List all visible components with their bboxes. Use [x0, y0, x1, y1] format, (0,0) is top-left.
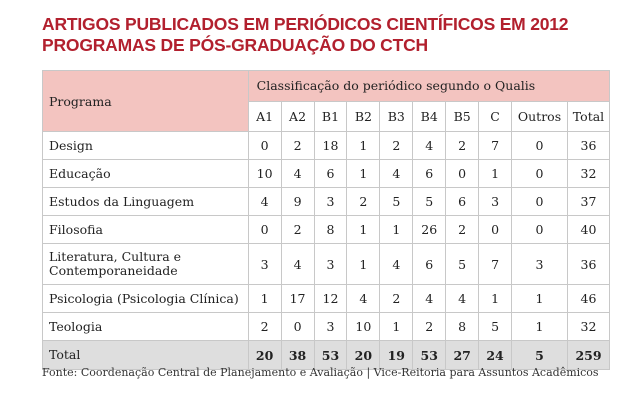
- table-cell: 4: [347, 285, 380, 313]
- total-cell: 19: [380, 341, 413, 370]
- table-row: [43, 160, 610, 188]
- table-cell: 0: [281, 313, 314, 341]
- table-cell: 12: [314, 285, 347, 313]
- table-cell: 36: [567, 244, 609, 285]
- total-cell: 38: [281, 341, 314, 370]
- total-cell: 5: [512, 341, 568, 370]
- total-label: Total: [43, 341, 249, 370]
- table-cell: 2: [248, 313, 281, 341]
- table-row: [43, 285, 610, 313]
- table-cell: 0: [512, 216, 568, 244]
- table-cell: 0: [512, 160, 568, 188]
- table-cell: 0: [446, 160, 479, 188]
- table-cell: 5: [413, 188, 446, 216]
- total-cell: 24: [479, 341, 512, 370]
- table-cell: 1: [380, 313, 413, 341]
- table-cell: 1: [347, 244, 380, 285]
- table-cell: 32: [567, 313, 609, 341]
- table-cell: 10: [347, 313, 380, 341]
- title-line-2: PROGRAMAS DE PÓS-GRADUAÇÃO DO CTCH: [42, 35, 428, 55]
- table-cell: 5: [380, 188, 413, 216]
- table-cell: 2: [380, 132, 413, 160]
- table-row: [43, 216, 610, 244]
- total-cell: 27: [446, 341, 479, 370]
- table-cell: 4: [380, 244, 413, 285]
- report-title: [42, 14, 568, 56]
- table-row: [43, 188, 610, 216]
- table-cell: 3: [314, 313, 347, 341]
- table-cell: 2: [347, 188, 380, 216]
- table-cell: 3: [314, 244, 347, 285]
- table-cell: 8: [446, 313, 479, 341]
- table-cell: 0: [512, 132, 568, 160]
- table-cell: 3: [248, 244, 281, 285]
- table-cell: 5: [446, 244, 479, 285]
- table-cell: 6: [413, 244, 446, 285]
- program-name: Filosofia: [43, 216, 249, 244]
- table-cell: 40: [567, 216, 609, 244]
- table-cell: 9: [281, 188, 314, 216]
- table-cell: 0: [248, 216, 281, 244]
- column-header: B3: [380, 101, 413, 132]
- table-cell: 36: [567, 132, 609, 160]
- table-cell: 6: [413, 160, 446, 188]
- table-cell: 2: [446, 132, 479, 160]
- column-header: Total: [567, 101, 609, 132]
- table-cell: 0: [512, 188, 568, 216]
- table-cell: 2: [281, 216, 314, 244]
- column-header: B1: [314, 101, 347, 132]
- table-cell: 6: [314, 160, 347, 188]
- table-cell: 4: [248, 188, 281, 216]
- table-cell: 4: [413, 285, 446, 313]
- table-cell: 6: [446, 188, 479, 216]
- total-cell: 20: [347, 341, 380, 370]
- table-cell: 7: [479, 132, 512, 160]
- table-cell: 4: [281, 244, 314, 285]
- column-header: A1: [248, 101, 281, 132]
- column-header: Outros: [512, 101, 568, 132]
- table-cell: 3: [512, 244, 568, 285]
- table-cell: 1: [380, 216, 413, 244]
- total-cell: 53: [413, 341, 446, 370]
- table-cell: 4: [446, 285, 479, 313]
- table-cell: 1: [347, 216, 380, 244]
- program-name: Design: [43, 132, 249, 160]
- program-name: Educação: [43, 160, 249, 188]
- table-cell: 4: [413, 132, 446, 160]
- program-name-line-2: Contemporaneidade: [49, 263, 178, 278]
- classification-header: Classificação do periódico segundo o Qualis: [248, 71, 609, 102]
- table-cell: 8: [314, 216, 347, 244]
- table-cell: 46: [567, 285, 609, 313]
- table-cell: 0: [479, 216, 512, 244]
- table-cell: 1: [248, 285, 281, 313]
- program-name: [43, 244, 249, 285]
- program-name: Estudos da Linguagem: [43, 188, 249, 216]
- column-header: B5: [446, 101, 479, 132]
- column-header: A2: [281, 101, 314, 132]
- table-cell: 4: [281, 160, 314, 188]
- table-cell: 2: [380, 285, 413, 313]
- program-name: Psicologia (Psicologia Clínica): [43, 285, 249, 313]
- total-cell: 53: [314, 341, 347, 370]
- source-note: Fonte: Coordenação Central de Planejamento e Avaliação | Vice-Reitoria para Assuntos Acadêmicos: [42, 366, 599, 379]
- table-cell: 1: [347, 132, 380, 160]
- table-cell: 37: [567, 188, 609, 216]
- table-cell: 32: [567, 160, 609, 188]
- column-header: B2: [347, 101, 380, 132]
- title-line-1: ARTIGOS PUBLICADOS EM PERIÓDICOS CIENTÍFICOS EM 2012: [42, 14, 569, 34]
- articles-table: [42, 70, 610, 370]
- table-cell: 2: [281, 132, 314, 160]
- table-cell: 2: [446, 216, 479, 244]
- table-cell: 18: [314, 132, 347, 160]
- table-row: [43, 132, 610, 160]
- column-header: B4: [413, 101, 446, 132]
- program-name-line-1: Literatura, Cultura e: [49, 249, 182, 264]
- table-cell: 1: [512, 313, 568, 341]
- table-cell: 3: [479, 188, 512, 216]
- total-cell: 20: [248, 341, 281, 370]
- table-cell: 26: [413, 216, 446, 244]
- program-header: Programa: [43, 71, 249, 132]
- table-cell: 4: [380, 160, 413, 188]
- table-cell: 2: [413, 313, 446, 341]
- table-cell: 1: [347, 160, 380, 188]
- table-cell: 5: [479, 313, 512, 341]
- table-cell: 1: [479, 160, 512, 188]
- program-name: Teologia: [43, 313, 249, 341]
- table-cell: 0: [248, 132, 281, 160]
- table-cell: 1: [479, 285, 512, 313]
- table-row: [43, 244, 610, 285]
- table-cell: 17: [281, 285, 314, 313]
- table-row: [43, 313, 610, 341]
- table-cell: 1: [512, 285, 568, 313]
- table-cell: 10: [248, 160, 281, 188]
- total-cell: 259: [567, 341, 609, 370]
- table-cell: 7: [479, 244, 512, 285]
- column-header: C: [479, 101, 512, 132]
- table-cell: 3: [314, 188, 347, 216]
